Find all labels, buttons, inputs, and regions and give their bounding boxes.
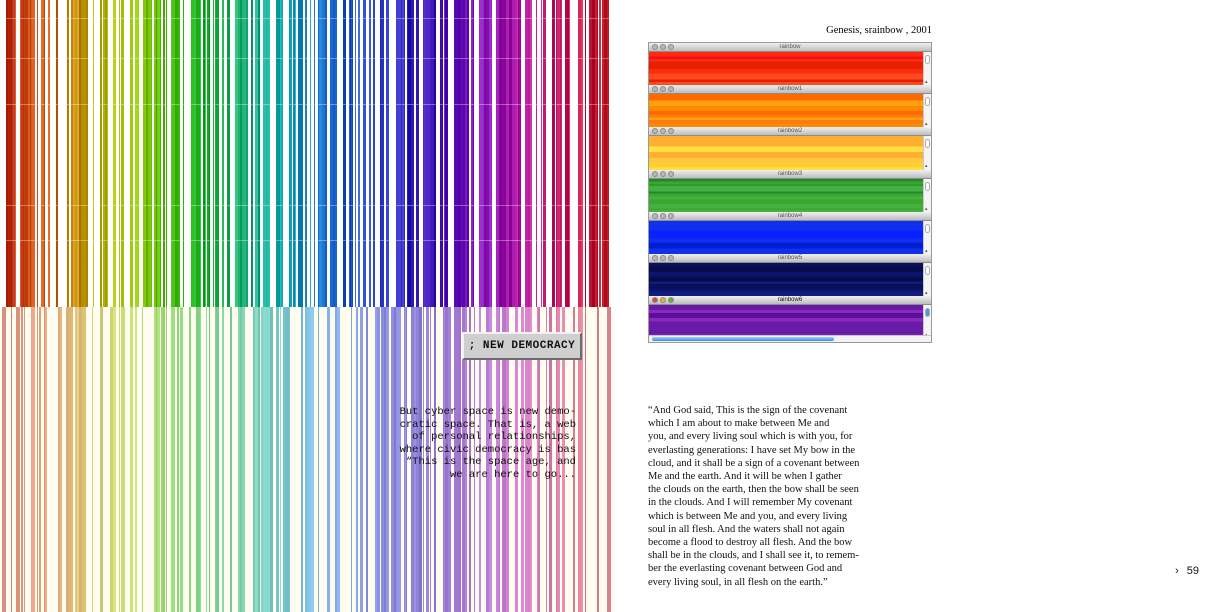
quote-line: Me and the earth. And it will be when I gather <box>648 471 842 483</box>
quote-line: in the clouds. And I will remember My covenant <box>648 497 853 509</box>
rainbow-window[interactable] <box>649 254 931 297</box>
left-page-artwork <box>0 0 611 612</box>
window-titlebar[interactable] <box>649 43 931 52</box>
scroll-arrow-icon[interactable]: ▴ <box>925 205 928 212</box>
grid-line <box>0 240 611 241</box>
window-content <box>649 94 923 128</box>
text-line: we are here to go... <box>449 468 576 481</box>
window-content <box>649 221 923 255</box>
grid-line <box>0 58 611 59</box>
scroll-thumb[interactable] <box>925 97 930 106</box>
quote-line: cloud, and it shall be a sign of a covenant between <box>648 457 860 469</box>
text-line: “This is the space age, and <box>405 456 576 469</box>
rainbow-window[interactable] <box>649 212 931 255</box>
figure-caption: Genesis, srainbow , 2001 <box>826 25 932 36</box>
genesis-quote <box>648 404 878 589</box>
scroll-thumb[interactable] <box>925 266 930 275</box>
text-line: cratic space. That is, a web <box>399 418 576 431</box>
scroll-thumb[interactable] <box>925 55 930 64</box>
grid-line <box>0 18 611 19</box>
spectrum-stripes-top <box>0 0 611 307</box>
quote-line: every living soul, in all flesh on the earth.” <box>648 576 828 588</box>
rainbow-window[interactable] <box>649 296 931 339</box>
quote-line: which I am about to make between Me and <box>648 418 830 430</box>
chevron-right-icon: › <box>1175 565 1179 577</box>
window-titlebar[interactable] <box>649 296 931 305</box>
rainbow-window[interactable] <box>649 43 931 86</box>
window-title: rainbow4 <box>777 212 803 219</box>
horizontal-scrollbar[interactable] <box>649 335 931 342</box>
page-number-value: 59 <box>1186 565 1199 577</box>
grid-line <box>0 104 611 105</box>
window-title: rainbow1 <box>777 86 803 93</box>
quote-line: ber the everlasting covenant between God and <box>648 563 843 575</box>
quote-line: the clouds on the earth, then the bow shall be seen <box>648 484 859 496</box>
scroll-thumb[interactable] <box>925 308 930 317</box>
text-line: where civic democracy is bas <box>399 443 576 456</box>
vertical-scrollbar[interactable] <box>923 179 931 213</box>
window-titlebar[interactable] <box>649 127 931 136</box>
window-content <box>649 136 923 170</box>
window-titlebar[interactable] <box>649 254 931 263</box>
cyber-space-text <box>360 406 576 482</box>
vertical-scrollbar[interactable] <box>923 52 931 86</box>
window-title: rainbow2 <box>777 128 803 135</box>
window-titlebar[interactable] <box>649 170 931 179</box>
new-democracy-button[interactable]: ; NEW DEMOCRACY <box>462 332 582 360</box>
window-content <box>649 52 923 86</box>
scroll-thumb[interactable] <box>925 182 930 191</box>
rainbow-window[interactable] <box>649 170 931 213</box>
quote-line: you, and every living soul which is with you, for <box>648 431 853 443</box>
text-line: of personal relationships, <box>412 431 576 444</box>
scroll-arrow-icon[interactable]: ▴ <box>925 247 928 254</box>
quote-line: shall be in the clouds, and I shall see it, to remem- <box>648 550 859 562</box>
quote-line: become a flood to destroy all flesh. And the bow <box>648 537 853 549</box>
vertical-scrollbar[interactable] <box>923 136 931 170</box>
window-title: rainbow <box>779 44 801 50</box>
quote-line: everlasting generations: I have set My bow in the <box>648 444 856 456</box>
scroll-thumb[interactable] <box>925 139 930 148</box>
window-content <box>649 179 923 213</box>
scroll-arrow-icon[interactable]: ▴ <box>925 290 928 296</box>
scroll-arrow-icon[interactable]: ▴ <box>925 121 928 128</box>
window-titlebar[interactable] <box>649 212 931 221</box>
rainbow-window-stack <box>648 42 932 343</box>
scroll-thumb[interactable] <box>652 337 834 341</box>
rainbow-window[interactable] <box>649 85 931 128</box>
scroll-arrow-icon[interactable]: ▴ <box>925 163 928 170</box>
window-title: rainbow3 <box>777 170 803 177</box>
quote-line: “And God said, This is the sign of the covenant <box>648 405 848 416</box>
quote-line: soul in all flesh. And the waters shall not again <box>648 523 845 535</box>
vertical-scrollbar[interactable] <box>923 94 931 128</box>
scroll-thumb[interactable] <box>925 224 930 233</box>
quote-line: which is between Me and you, and every living <box>648 510 848 522</box>
right-page <box>611 0 1224 612</box>
text-line: But cyber space is new demo- <box>399 406 576 418</box>
vertical-scrollbar[interactable] <box>923 263 931 297</box>
scroll-arrow-icon[interactable]: ▴ <box>925 79 928 85</box>
window-titlebar[interactable] <box>649 85 931 94</box>
window-content <box>649 263 923 297</box>
page-number <box>1175 565 1199 577</box>
rainbow-window[interactable] <box>649 127 931 170</box>
window-title: rainbow6 <box>777 297 803 304</box>
grid-line <box>0 205 611 206</box>
window-title: rainbow5 <box>777 255 803 261</box>
vertical-scrollbar[interactable] <box>923 221 931 255</box>
